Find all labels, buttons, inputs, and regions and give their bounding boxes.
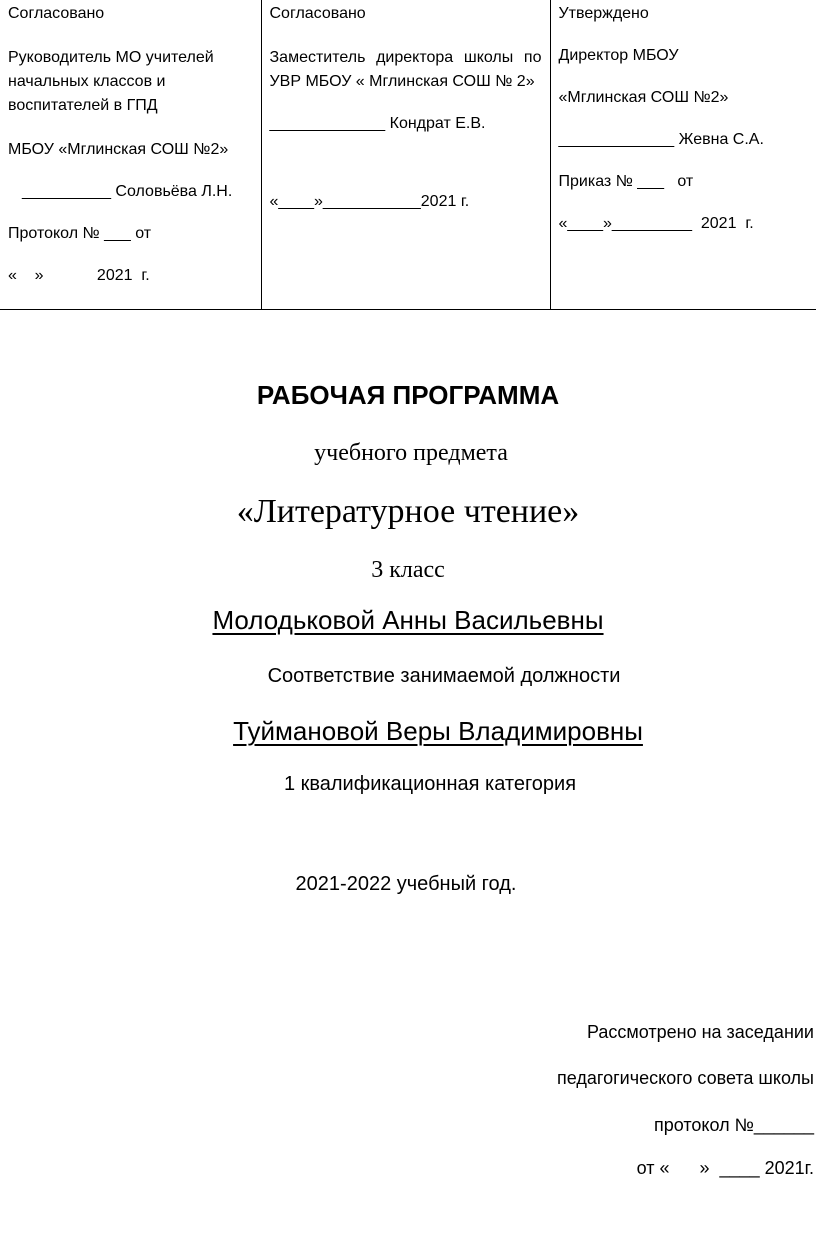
approval-signature: __________ Соловьёва Л.Н.	[22, 183, 233, 200]
approval-role: Заместитель директора школы по УВР МБОУ « Мглинская СОШ № 2»	[269, 49, 542, 90]
approval-date: «____»_________ 2021 г.	[558, 215, 754, 232]
approval-role: Директор МБОУ	[558, 47, 679, 64]
council-line-3: протокол №______	[654, 1115, 814, 1135]
academic-year	[0, 873, 816, 896]
teacher-secondary-qualification: 1 квалификационная категория	[283, 773, 577, 795]
approval-date: « » 2021 г.	[8, 267, 150, 284]
approval-col-director	[550, 0, 816, 310]
approval-role: Руководитель МО учителей начальных классов и воспитателей в ГПД	[8, 49, 214, 114]
approval-school: «Мглинская СОШ №2»	[558, 89, 729, 106]
approval-heading: Утверждено	[558, 5, 649, 22]
approval-date: «____»___________2021 г.	[269, 193, 470, 210]
council-line-1: Рассмотрено на заседании	[586, 1022, 814, 1042]
approval-table	[0, 0, 816, 310]
teacher-secondary	[0, 716, 816, 747]
academic-year-text: 2021-2022 учебный год.	[295, 873, 517, 895]
grade-label: 3 класс	[371, 557, 445, 583]
subject-name: «Литературное чтение»	[236, 493, 580, 530]
council-line-2: педагогического совета школы	[557, 1068, 814, 1088]
teacher-secondary-name: Туймановой Веры Владимировны	[233, 716, 643, 746]
approval-heading: Согласовано	[269, 5, 366, 22]
teacher-primary-name: Молодьковой Анны Васильевны	[212, 605, 604, 635]
approval-order: Приказ № ___ от	[558, 173, 694, 190]
approval-signature: _____________ Жевна С.А.	[558, 131, 764, 148]
council-line-4: от « » ____ 2021г.	[636, 1158, 814, 1178]
teacher-primary-qualification: Соответствие занимаемой должности	[267, 665, 621, 687]
approval-col-deputy	[261, 0, 550, 310]
document-title: РАБОЧАЯ ПРОГРАММА	[256, 380, 560, 410]
subject-label: учебного предмета	[314, 440, 508, 466]
approval-col-methodic	[0, 0, 261, 310]
approval-signature: _____________ Кондрат Е.В.	[269, 115, 486, 132]
approval-protocol: Протокол № ___ от	[8, 225, 152, 242]
approval-heading: Согласовано	[8, 5, 105, 22]
teacher-primary	[0, 605, 816, 636]
approval-school: МБОУ «Мглинская СОШ №2»	[8, 141, 229, 158]
